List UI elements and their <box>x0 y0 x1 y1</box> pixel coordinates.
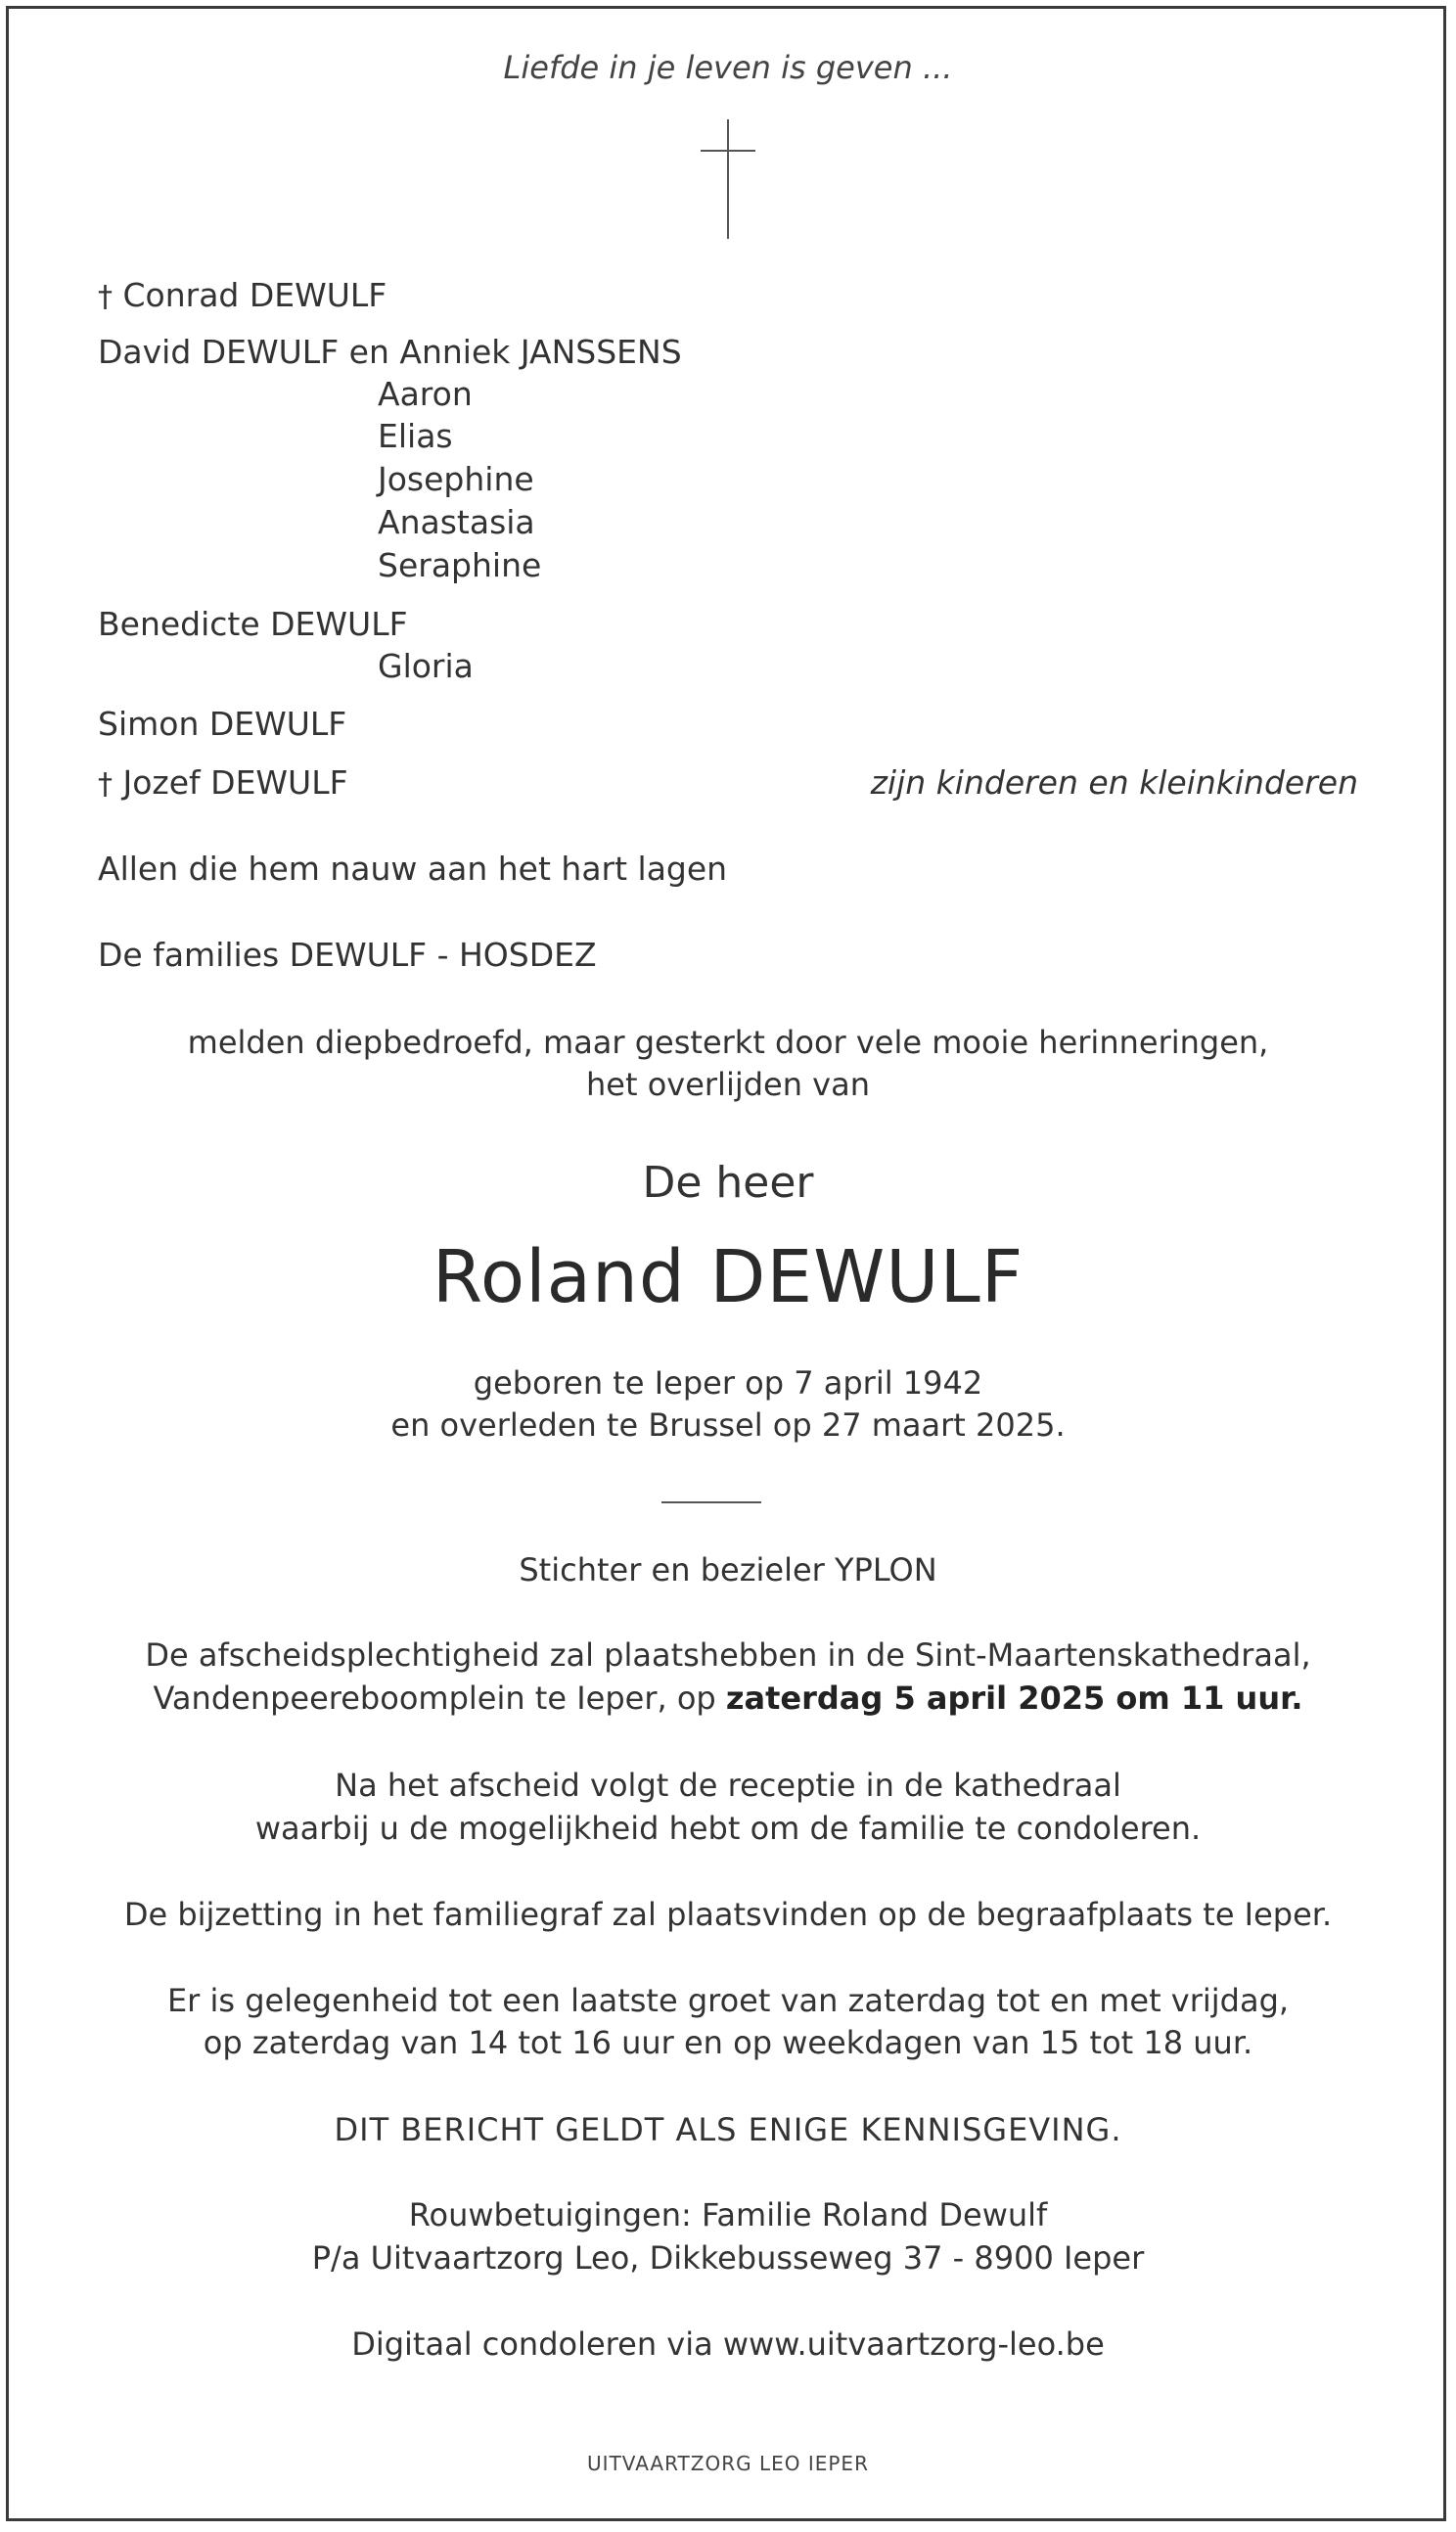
relation-label: zijn kinderen en kleinkinderen <box>870 763 1358 802</box>
digital-condolences: Digitaal condoleren via www.uitvaartzorg-leo.be <box>351 2325 1105 2363</box>
visitation-line1: Er is gelegenheid tot een laatste groet van zaterdag tot en met vrijdag, <box>166 1982 1290 2019</box>
condolences-line1: Rouwbetuigingen: Familie Roland Dewulf <box>408 2196 1048 2233</box>
cross-icon-bar <box>701 150 755 152</box>
family-benedicte: Benedicte DEWULF <box>98 605 408 643</box>
family-david: David DEWULF en Anniek JANSSENS <box>98 333 682 371</box>
ceremony-line1: De afscheidsplechtigheid zal plaatshebben in de Sint-Maartenskathedraal, <box>145 1636 1311 1674</box>
family-jozef <box>98 763 348 802</box>
grandchild: Gloria <box>378 647 474 685</box>
burial: De bijzetting in het familiegraf zal plaatsvinden op de begraafplaats te Ieper. <box>123 1896 1333 1933</box>
family-families: De families DEWULF - HOSDEZ <box>98 936 597 974</box>
deceased-name: Roland DEWULF <box>432 1235 1024 1319</box>
grandchild: Aaron <box>378 375 473 413</box>
footer-funeral-home: UITVAARTZORG LEO IEPER <box>587 2452 869 2475</box>
condolences-line2: P/a Uitvaartzorg Leo, Dikkebusseweg 37 - 8900 Ieper <box>311 2239 1145 2277</box>
ceremony-datetime: zaterdag 5 april 2025 om 11 uur. <box>725 1680 1303 1717</box>
dagger-icon: † <box>98 280 113 314</box>
cross-icon <box>727 119 729 239</box>
family-jozef-name: Jozef DEWULF <box>122 763 348 802</box>
family-conrad <box>98 276 387 314</box>
visitation-line2: op zaterdag van 14 tot 16 uur en op weekdagen van 15 tot 18 uur. <box>203 2024 1253 2061</box>
ceremony-location: Vandenpeereboomplein te Ieper, op <box>153 1680 726 1717</box>
reception-line2: waarbij u de mogelijkheid hebt om de familie te condoleren. <box>254 1810 1202 1847</box>
ceremony-line2 <box>0 1680 1456 1717</box>
grandchild: Elias <box>378 417 453 455</box>
announcement-line2: het overlijden van <box>586 1066 870 1103</box>
grandchild: Anastasia <box>378 503 535 541</box>
grandchild: Seraphine <box>378 546 542 584</box>
death-line: en overleden te Brussel op 27 maart 2025. <box>390 1406 1066 1444</box>
family-conrad-name: Conrad DEWULF <box>122 276 387 314</box>
grandchild: Josephine <box>378 460 534 498</box>
dagger-icon: † <box>98 767 113 802</box>
family-simon: Simon DEWULF <box>98 705 347 743</box>
notice: DIT BERICHT GELDT ALS ENIGE KENNISGEVING. <box>334 2111 1122 2148</box>
motto: Liefde in je leven is geven ... <box>503 49 953 86</box>
title: De heer <box>642 1158 814 1208</box>
announcement-line1: melden diepbedroefd, maar gesterkt door vele mooie herinneringen, <box>187 1024 1269 1061</box>
founder: Stichter en bezieler YPLON <box>519 1551 937 1588</box>
family-allen: Allen die hem nauw aan het hart lagen <box>98 850 728 888</box>
birth-line: geboren te Ieper op 7 april 1942 <box>473 1364 983 1402</box>
reception-line1: Na het afscheid volgt de receptie in de kathedraal <box>335 1767 1121 1804</box>
divider <box>661 1501 761 1503</box>
